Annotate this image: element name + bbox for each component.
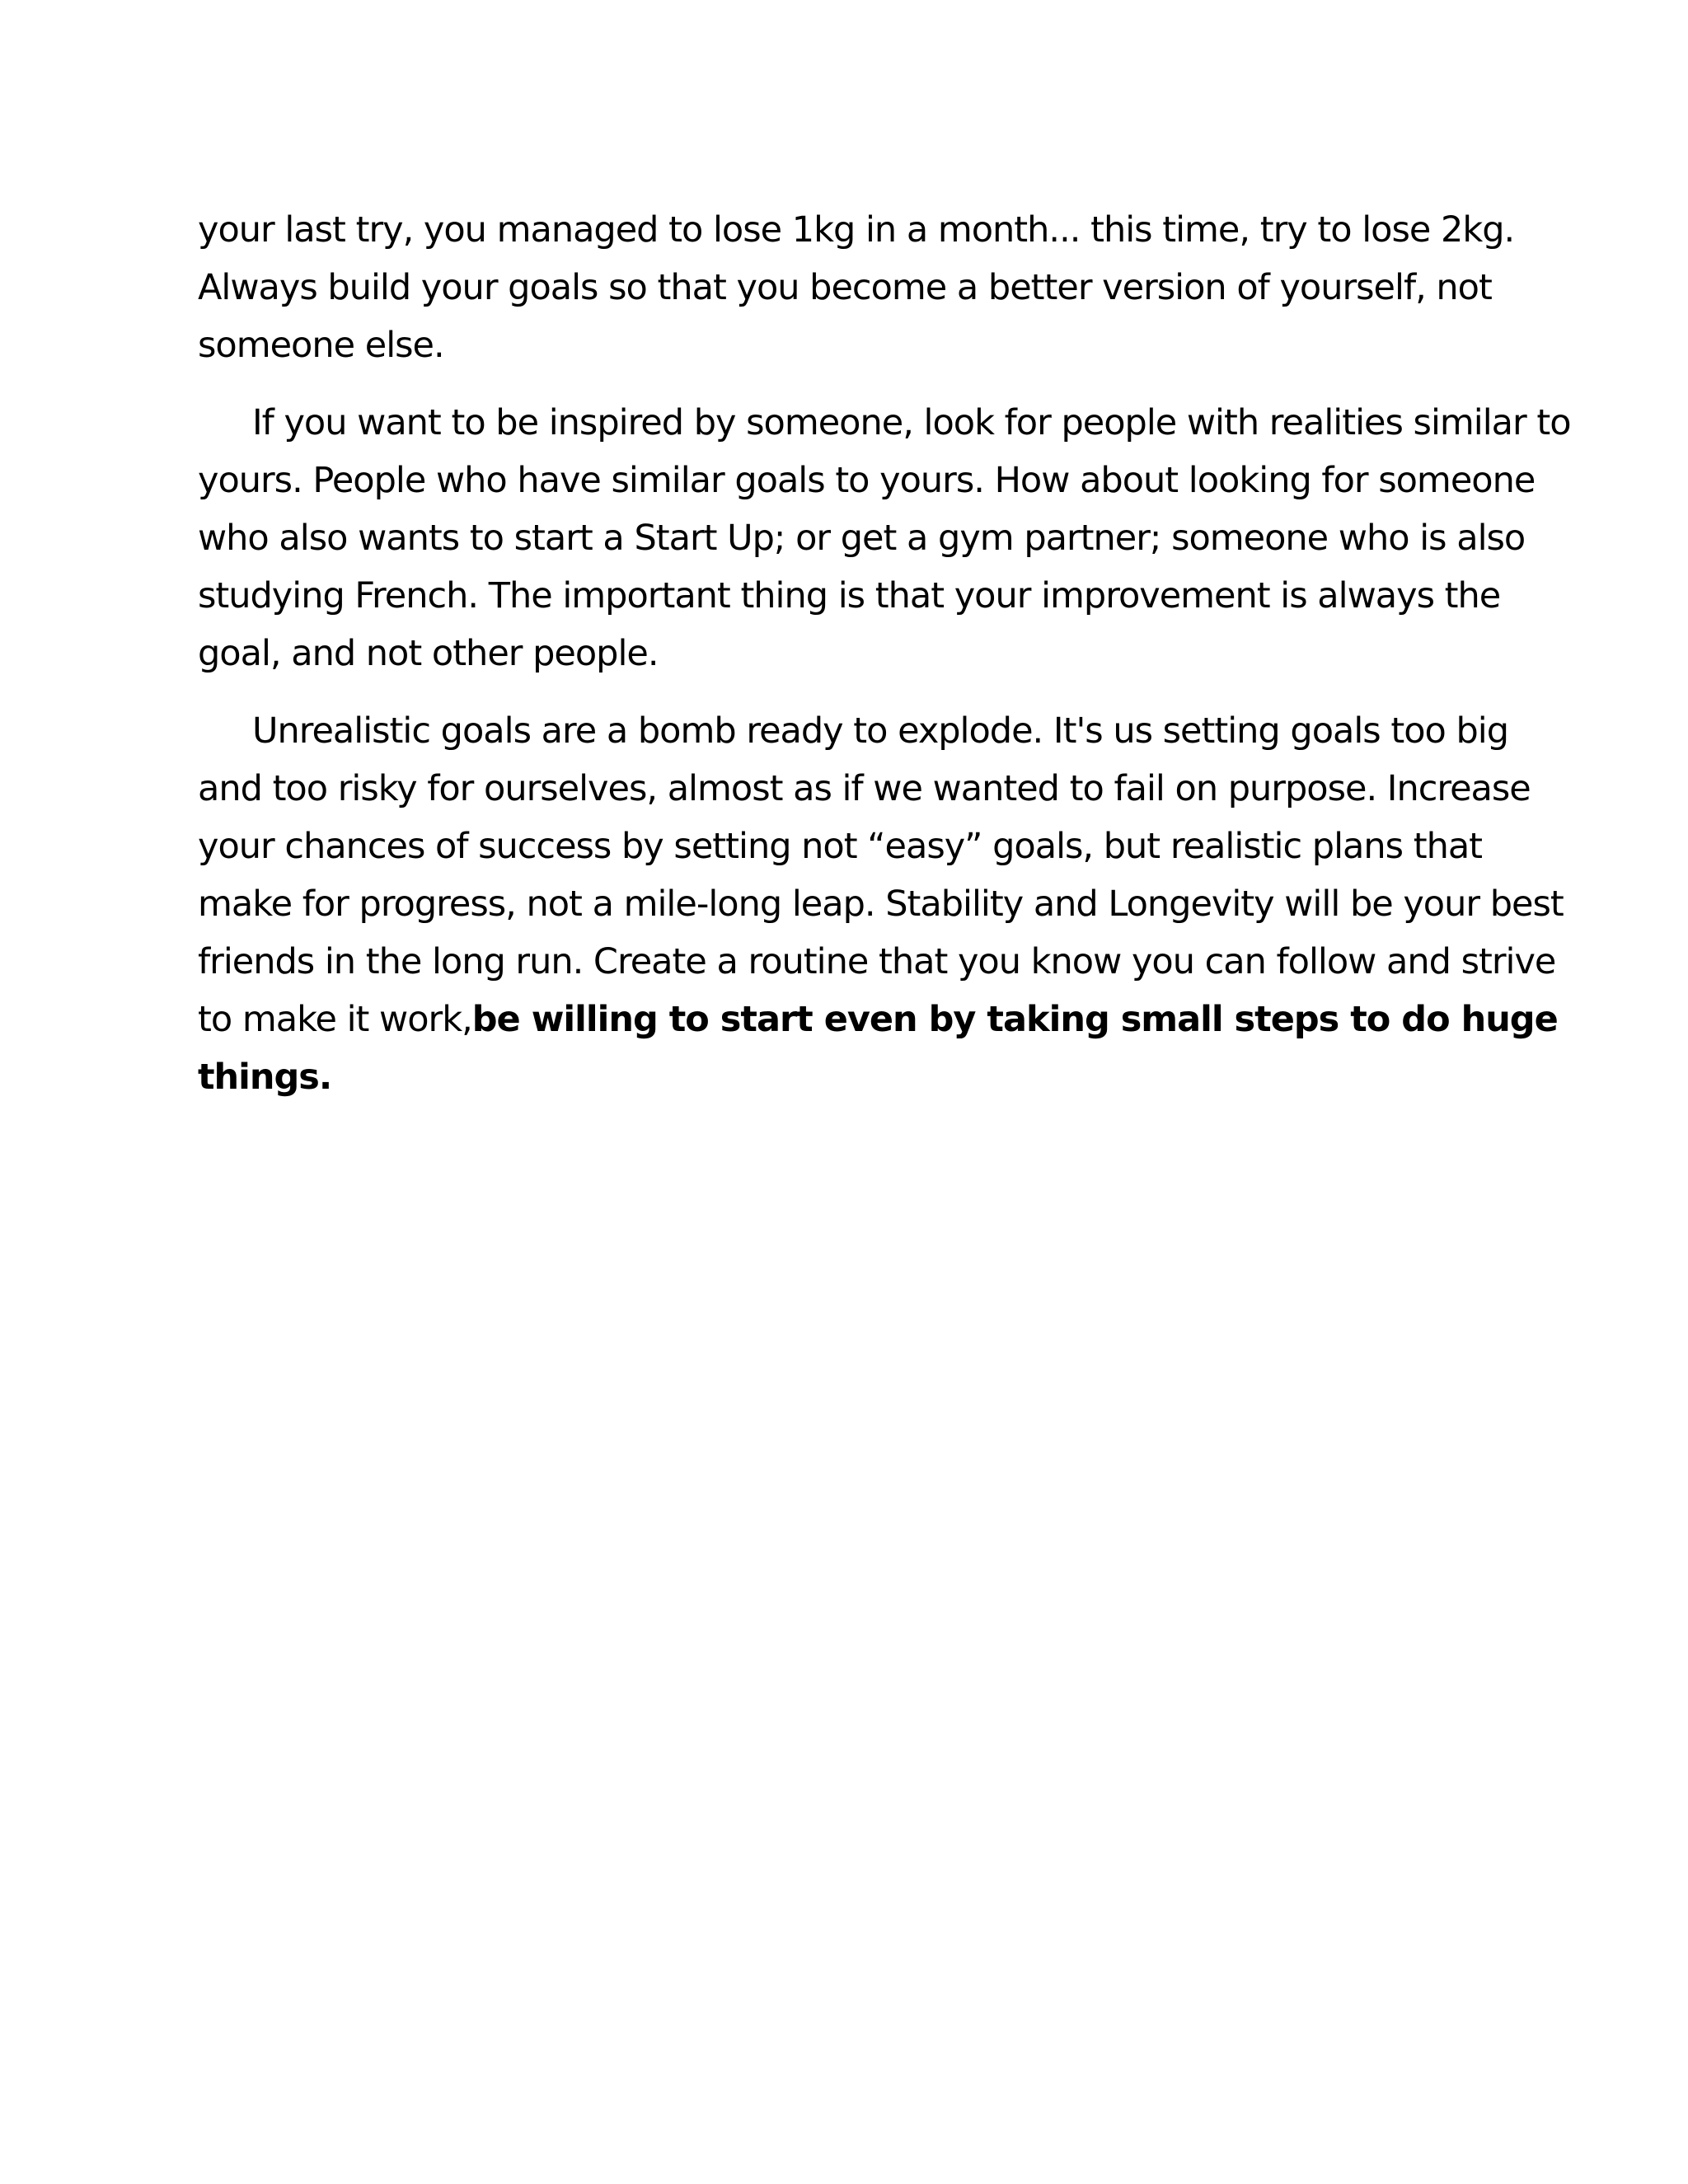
paragraph-3-bold-text: be willing to start even by taking small steps to do huge things. (198, 999, 1558, 1098)
document-body (198, 201, 1582, 1126)
paragraph-inspiration (198, 394, 1582, 682)
paragraph-continuation (198, 201, 1582, 374)
paragraph-2-text: If you want to be inspired by someone, look for people with realities similar to yours. People who have similar goals to yours. How about looking for someone who also wants to start a Start Up; or get a gym partner; someone who is also studying French. The important thing is that your improvement is always the goal, and not other people. (198, 402, 1571, 674)
paragraph-3-text: Unrealistic goals are a bomb ready to explode. It's us setting goals too big and too risky for ourselves, almost as if we wanted to fail on purpose. Increase your chances of success by setting not “easy” goals, but realistic plans that make for progress, not a mile-long leap. Stability and Longevity will be your best friends in the long run. Create a routine that you know you can follow and strive to make it work, (198, 710, 1564, 1040)
paragraph-1-text: your last try, you managed to lose 1kg in a month... this time, try to lose 2kg. Always build your goals so that you become a better version of yourself, not someone else. (198, 209, 1515, 366)
paragraph-unrealistic-goals (198, 702, 1582, 1106)
